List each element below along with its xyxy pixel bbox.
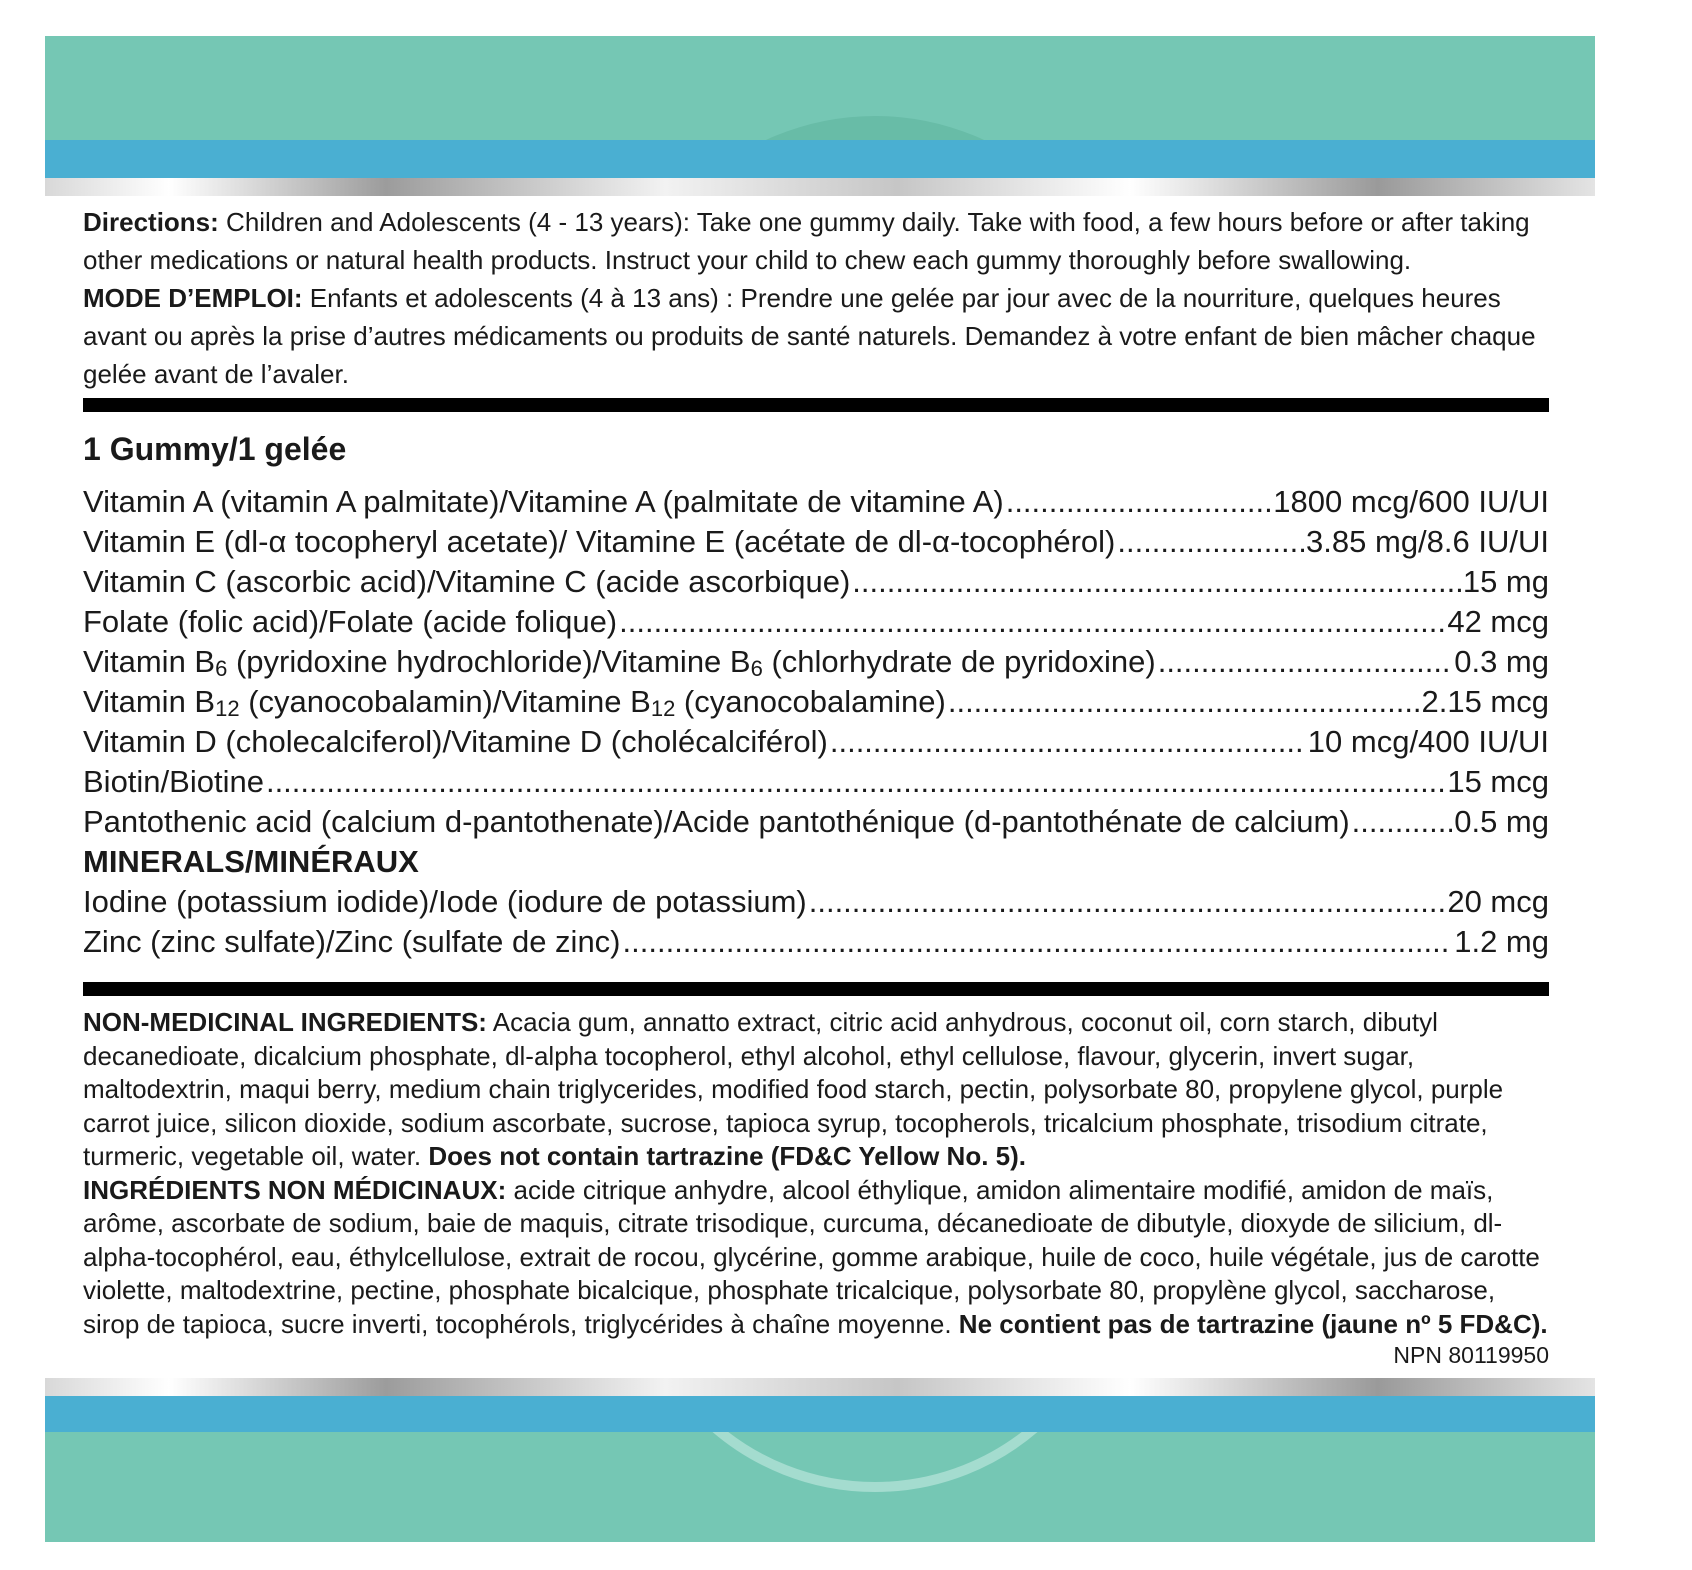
nutrient-row xyxy=(83,722,1549,762)
nutrient-row xyxy=(83,682,1549,722)
nutrient-row xyxy=(83,522,1549,562)
directions-en-text: Children and Adolescents (4 - 13 years): Take one gummy daily. Take with food, a few hours before or after taking other medications or natural health products. Instruct your child to chew each gummy thoroughly before swallowing. xyxy=(83,207,1530,275)
leader-dots xyxy=(852,562,1461,602)
footer-arc-decoration xyxy=(625,1432,1125,1492)
npn-number: NPN 80119950 xyxy=(1393,1342,1549,1368)
nutrient-name: Vitamin D (cholecalciferol)/Vitamine D (cholécalciférol) xyxy=(83,724,828,759)
nutrient-name: Vitamin $B_{12}$ (cyanocobalamin)/Vitamine $B_{12}$ (cyanocobalamine) xyxy=(83,684,946,721)
ingredients-fr xyxy=(83,1174,1549,1342)
footer-teal-band xyxy=(45,1432,1595,1542)
nutrient-name: Pantothenic acid (calcium d-pantothenate)/Acide pantothénique (d-pantothénate de calcium) xyxy=(83,804,1350,839)
nutrient-amount: 20 mcg xyxy=(1447,884,1549,919)
supplement-facts xyxy=(83,428,1549,962)
header-teal-band xyxy=(45,36,1595,140)
header-blue-stripe xyxy=(45,140,1595,178)
nutrient-name: Vitamin C (ascorbic acid)/Vitamine C (acide ascorbique) xyxy=(83,564,851,599)
nutrient-name: Zinc (zinc sulfate)/Zinc (sulfate de zinc) xyxy=(83,924,621,959)
nutrient-row xyxy=(83,922,1549,962)
nutrient-amount: 1800 mcg/600 IU/UI xyxy=(1273,484,1549,519)
directions-fr-text: Enfants et adolescents (4 à 13 ans) : Prendre une gelée par jour avec de la nourriture, quelques heures avant ou après la prise d’autres médicaments ou produits de santé naturels. Demandez à votre enfant de bien mâcher chaque gelée avant de l’avaler. xyxy=(83,283,1536,389)
divider-rule xyxy=(83,398,1549,412)
footer-silver-stripe xyxy=(45,1378,1595,1396)
nutrient-amount: 15 mg xyxy=(1462,564,1549,599)
leader-dots xyxy=(1006,482,1272,522)
nutrient-amount: 3.85 mg/8.6 IU/UI xyxy=(1306,524,1549,559)
leader-dots xyxy=(948,682,1420,722)
nutrient-amount: 0.3 mg xyxy=(1454,644,1549,679)
leader-dots xyxy=(809,882,1446,922)
nutrient-name: Folate (folic acid)/Folate (acide folique) xyxy=(83,604,618,639)
ingredients-fr-warning: Ne contient pas de tartrazine (jaune nº 5 FD&C). xyxy=(958,1308,1548,1339)
nutrient-row xyxy=(83,802,1549,842)
directions-fr xyxy=(83,279,1549,393)
leader-dots xyxy=(1352,802,1453,842)
nutrient-row xyxy=(83,642,1549,682)
directions-section xyxy=(83,203,1549,393)
nutrient-row xyxy=(83,762,1549,802)
ingredients-en-label: NON-MEDICINAL INGREDIENTS: xyxy=(83,1007,487,1037)
ingredients-section xyxy=(83,1006,1549,1341)
ingredients-fr-label: INGRÉDIENTS NON MÉDICINAUX: xyxy=(83,1174,507,1205)
leader-dots xyxy=(1158,642,1453,682)
divider-rule xyxy=(83,982,1549,996)
header-silver-stripe xyxy=(45,178,1595,196)
nutrient-row xyxy=(83,602,1549,642)
ingredients-en-warning: Does not contain tartrazine (FD&C Yellow No. 5). xyxy=(428,1141,1026,1171)
leader-dots xyxy=(830,722,1306,762)
leader-dots xyxy=(619,602,1445,642)
nutrient-amount: 0.5 mg xyxy=(1454,804,1549,839)
leader-dots xyxy=(623,922,1453,962)
header-arc-decoration xyxy=(615,116,1135,140)
ingredients-en xyxy=(83,1006,1549,1174)
nutrient-name: Vitamin A (vitamin A palmitate)/Vitamine A (palmitate de vitamine A) xyxy=(83,484,1004,519)
nutrient-name: Vitamin $B_6$ (pyridoxine hydrochloride)/Vitamine $B_6$ (chlorhydrate de pyridoxine) xyxy=(83,644,1156,681)
directions-en xyxy=(83,203,1549,279)
ingredients-en-text: Acacia gum, annatto extract, citric acid anhydrous, coconut oil, corn starch, dibutyl decanedioate, dicalcium phosphate, dl-alpha tocopherol, ethyl alcohol, ethyl cellulose, flavour, glycerin, invert sugar, maltodextrin, maqui berry, medium chain triglycerides, modified food starch, pectin, polysorbate 80, propylene glycol, purple carrot juice, silicon dioxide, sodium ascorbate, sucrose, tapioca syrup, tocopherols, tricalcium phosphate, trisodium citrate, turmeric, vegetable oil, water. xyxy=(83,1007,1504,1171)
ingredients-fr-text: acide citrique anhydre, alcool éthylique, amidon alimentaire modifié, amidon de maïs, arôme, ascorbate de sodium, baie de maquis, citrate trisodique, curcuma, décanedioate de dibutyle, dioxyde de silicium, dl-alpha-tocophérol, eau, éthylcellulose, extrait de rocou, glycérine, gomme arabique, huile de coco, huile végétale, jus de carotte violette, maltodextrine, pectine, phosphate bicalcique, phosphate tricalcique, polysorbate 80, propylène glycol, saccharose, sirop de tapioca, sucre inverti, tocophérols, triglycérides à chaîne moyenne. xyxy=(83,1174,1540,1339)
nutrient-amount: 42 mcg xyxy=(1447,604,1549,639)
leader-dots xyxy=(1117,522,1304,562)
nutrient-name: Biotin/Biotine xyxy=(83,764,264,799)
directions-en-label: Directions: xyxy=(83,207,219,237)
directions-fr-label: MODE D’EMPLOI: xyxy=(83,283,303,313)
nutrient-amount: 2.15 mcg xyxy=(1421,684,1549,719)
nutrient-name: Vitamin E (dl-α tocopheryl acetate)/ Vitamine E (acétate de dl-α-tocophérol) xyxy=(83,524,1116,559)
footer-blue-stripe xyxy=(45,1396,1595,1432)
serving-size: 1 Gummy/1 gelée xyxy=(83,431,347,467)
nutrient-amount: 15 mcg xyxy=(1447,764,1549,799)
nutrient-name: Iodine (potassium iodide)/Iode (iodure de potassium) xyxy=(83,884,807,919)
nutrient-amount: 1.2 mg xyxy=(1454,924,1549,959)
nutrient-row xyxy=(83,882,1549,922)
leader-dots xyxy=(266,762,1445,802)
nutrient-row xyxy=(83,482,1549,522)
nutrient-row xyxy=(83,562,1549,602)
nutrient-amount: 10 mcg/400 IU/UI xyxy=(1307,724,1549,759)
minerals-heading: MINERALS/MINÉRAUX xyxy=(83,844,419,879)
